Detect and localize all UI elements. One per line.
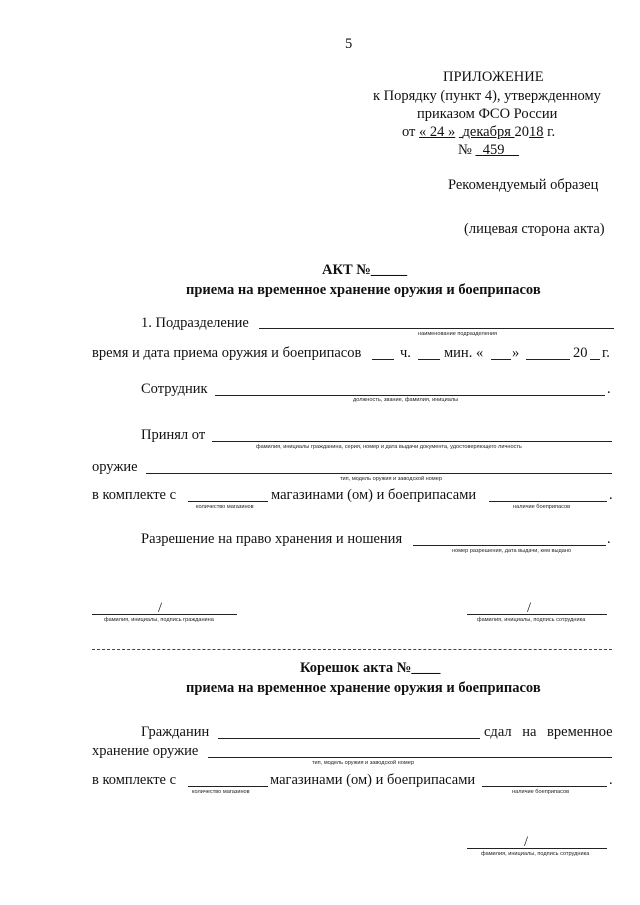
subdivision-hint: наименование подразделения [418,331,498,337]
employee-signature-hint: фамилия, инициалы, подпись сотрудника [477,617,586,623]
stub-kit-label: в комплекте с [92,772,177,788]
act-subtitle: приема на временное хранение оружия и боеприпасов [186,282,541,298]
year-suffix: г. [602,345,610,361]
stub-signature-hint: фамилия, инициалы, подпись сотрудника [481,851,590,857]
kit-mid: магазинами (ом) и боеприпасами [271,487,477,503]
stub-weapon-hint: тип, модель оружия и заводской номер [312,760,414,766]
received-label: Принял от [141,427,206,443]
stub-kit-mid: магазинами (ом) и боеприпасами [270,772,476,788]
hours-field[interactable] [372,359,394,360]
day-field[interactable] [491,359,511,360]
stub-title: Корешок акта №____ [300,660,441,676]
employee-signature-slash: / [527,600,532,616]
date-suffix: г. [547,124,556,140]
date-month: декабря [462,124,511,140]
stub-citizen-label: Гражданин [141,724,210,740]
stub-storage-label: хранение оружие [92,743,199,759]
page-number: 5 [345,36,353,52]
hours-label: ч. [400,345,411,361]
stub-signature-slash: / [524,834,529,850]
magazines-count-field[interactable] [188,501,268,502]
stub-citizen-field[interactable] [218,738,480,739]
date-prefix: от [402,124,416,140]
subdivision-field[interactable] [259,328,614,329]
minutes-field[interactable] [418,359,440,360]
weapon-field[interactable] [146,473,612,474]
stub-ammo-field[interactable] [482,786,607,787]
permit-label: Разрешение на право хранения и ношения [141,531,403,547]
stub-kit-hint-left: количество магазинов [192,789,250,795]
stub-signature-field[interactable] [467,848,607,849]
datetime-label: время и дата приема оружия и боеприпасов [92,345,362,361]
year-prefix: 20 [573,345,588,361]
kit-end: . [609,487,613,503]
stub-weapon-field[interactable] [208,757,612,758]
stub-subtitle: приема на временное хранение оружия и боеприпасов [186,680,541,696]
subdivision-label: 1. Подразделение [141,315,249,331]
employee-label: Сотрудник [141,381,208,397]
weapon-hint: тип, модель оружия и заводской номер [340,476,442,482]
citizen-signature-slash: / [158,600,163,616]
date-year-suffix: 18 [529,124,544,140]
cut-line [92,649,612,650]
stub-kit-end: . [609,772,613,788]
citizen-signature-hint: фамилия, инициалы, подпись гражданина [104,617,214,623]
ammo-field[interactable] [489,501,607,502]
kit-label: в комплекте с [92,487,177,503]
face-side-label: (лицевая сторона акта) [464,221,605,237]
order-number: № 459 [458,142,505,158]
header-date [402,124,555,141]
quote-close: » [512,345,520,361]
stub-kit-hint-right: наличие боеприпасов [512,789,570,795]
employee-hint: должность, звание, фамилия, инициалы [353,397,459,403]
act-title: АКТ №_____ [322,262,408,278]
header-line-2: приказом ФСО России [417,106,558,122]
kit-hint-left: количество магазинов [196,504,254,510]
employee-signature-field[interactable] [467,614,607,615]
weapon-label: оружие [92,459,138,475]
date-day: « 24 » [419,124,456,140]
year-field[interactable] [590,359,600,360]
month-field[interactable] [526,359,570,360]
citizen-signature-field[interactable] [92,614,237,615]
recommended-sample: Рекомендуемый образец [448,177,599,193]
minutes-label: мин. « [444,345,484,361]
header-line-1: к Порядку (пункт 4), утвержденному [373,88,601,104]
permit-hint: номер разрешения, дата выдачи, кем выдано [452,548,572,554]
employee-field[interactable] [215,395,605,396]
received-field[interactable] [212,441,612,442]
received-hint: фамилия, инициалы гражданина, серия, номер и дата выдачи документа, удостоверяющего личность [256,444,522,450]
permit-field[interactable] [413,545,606,546]
appendix-title: ПРИЛОЖЕНИЕ [443,69,544,85]
permit-end: . [607,531,611,547]
stub-handed-text: сдал на временное [484,724,613,740]
date-year-prefix: 20 [514,124,530,140]
stub-magazines-field[interactable] [188,786,268,787]
kit-hint-right: наличие боеприпасов [513,504,571,510]
employee-end: . [607,381,611,397]
